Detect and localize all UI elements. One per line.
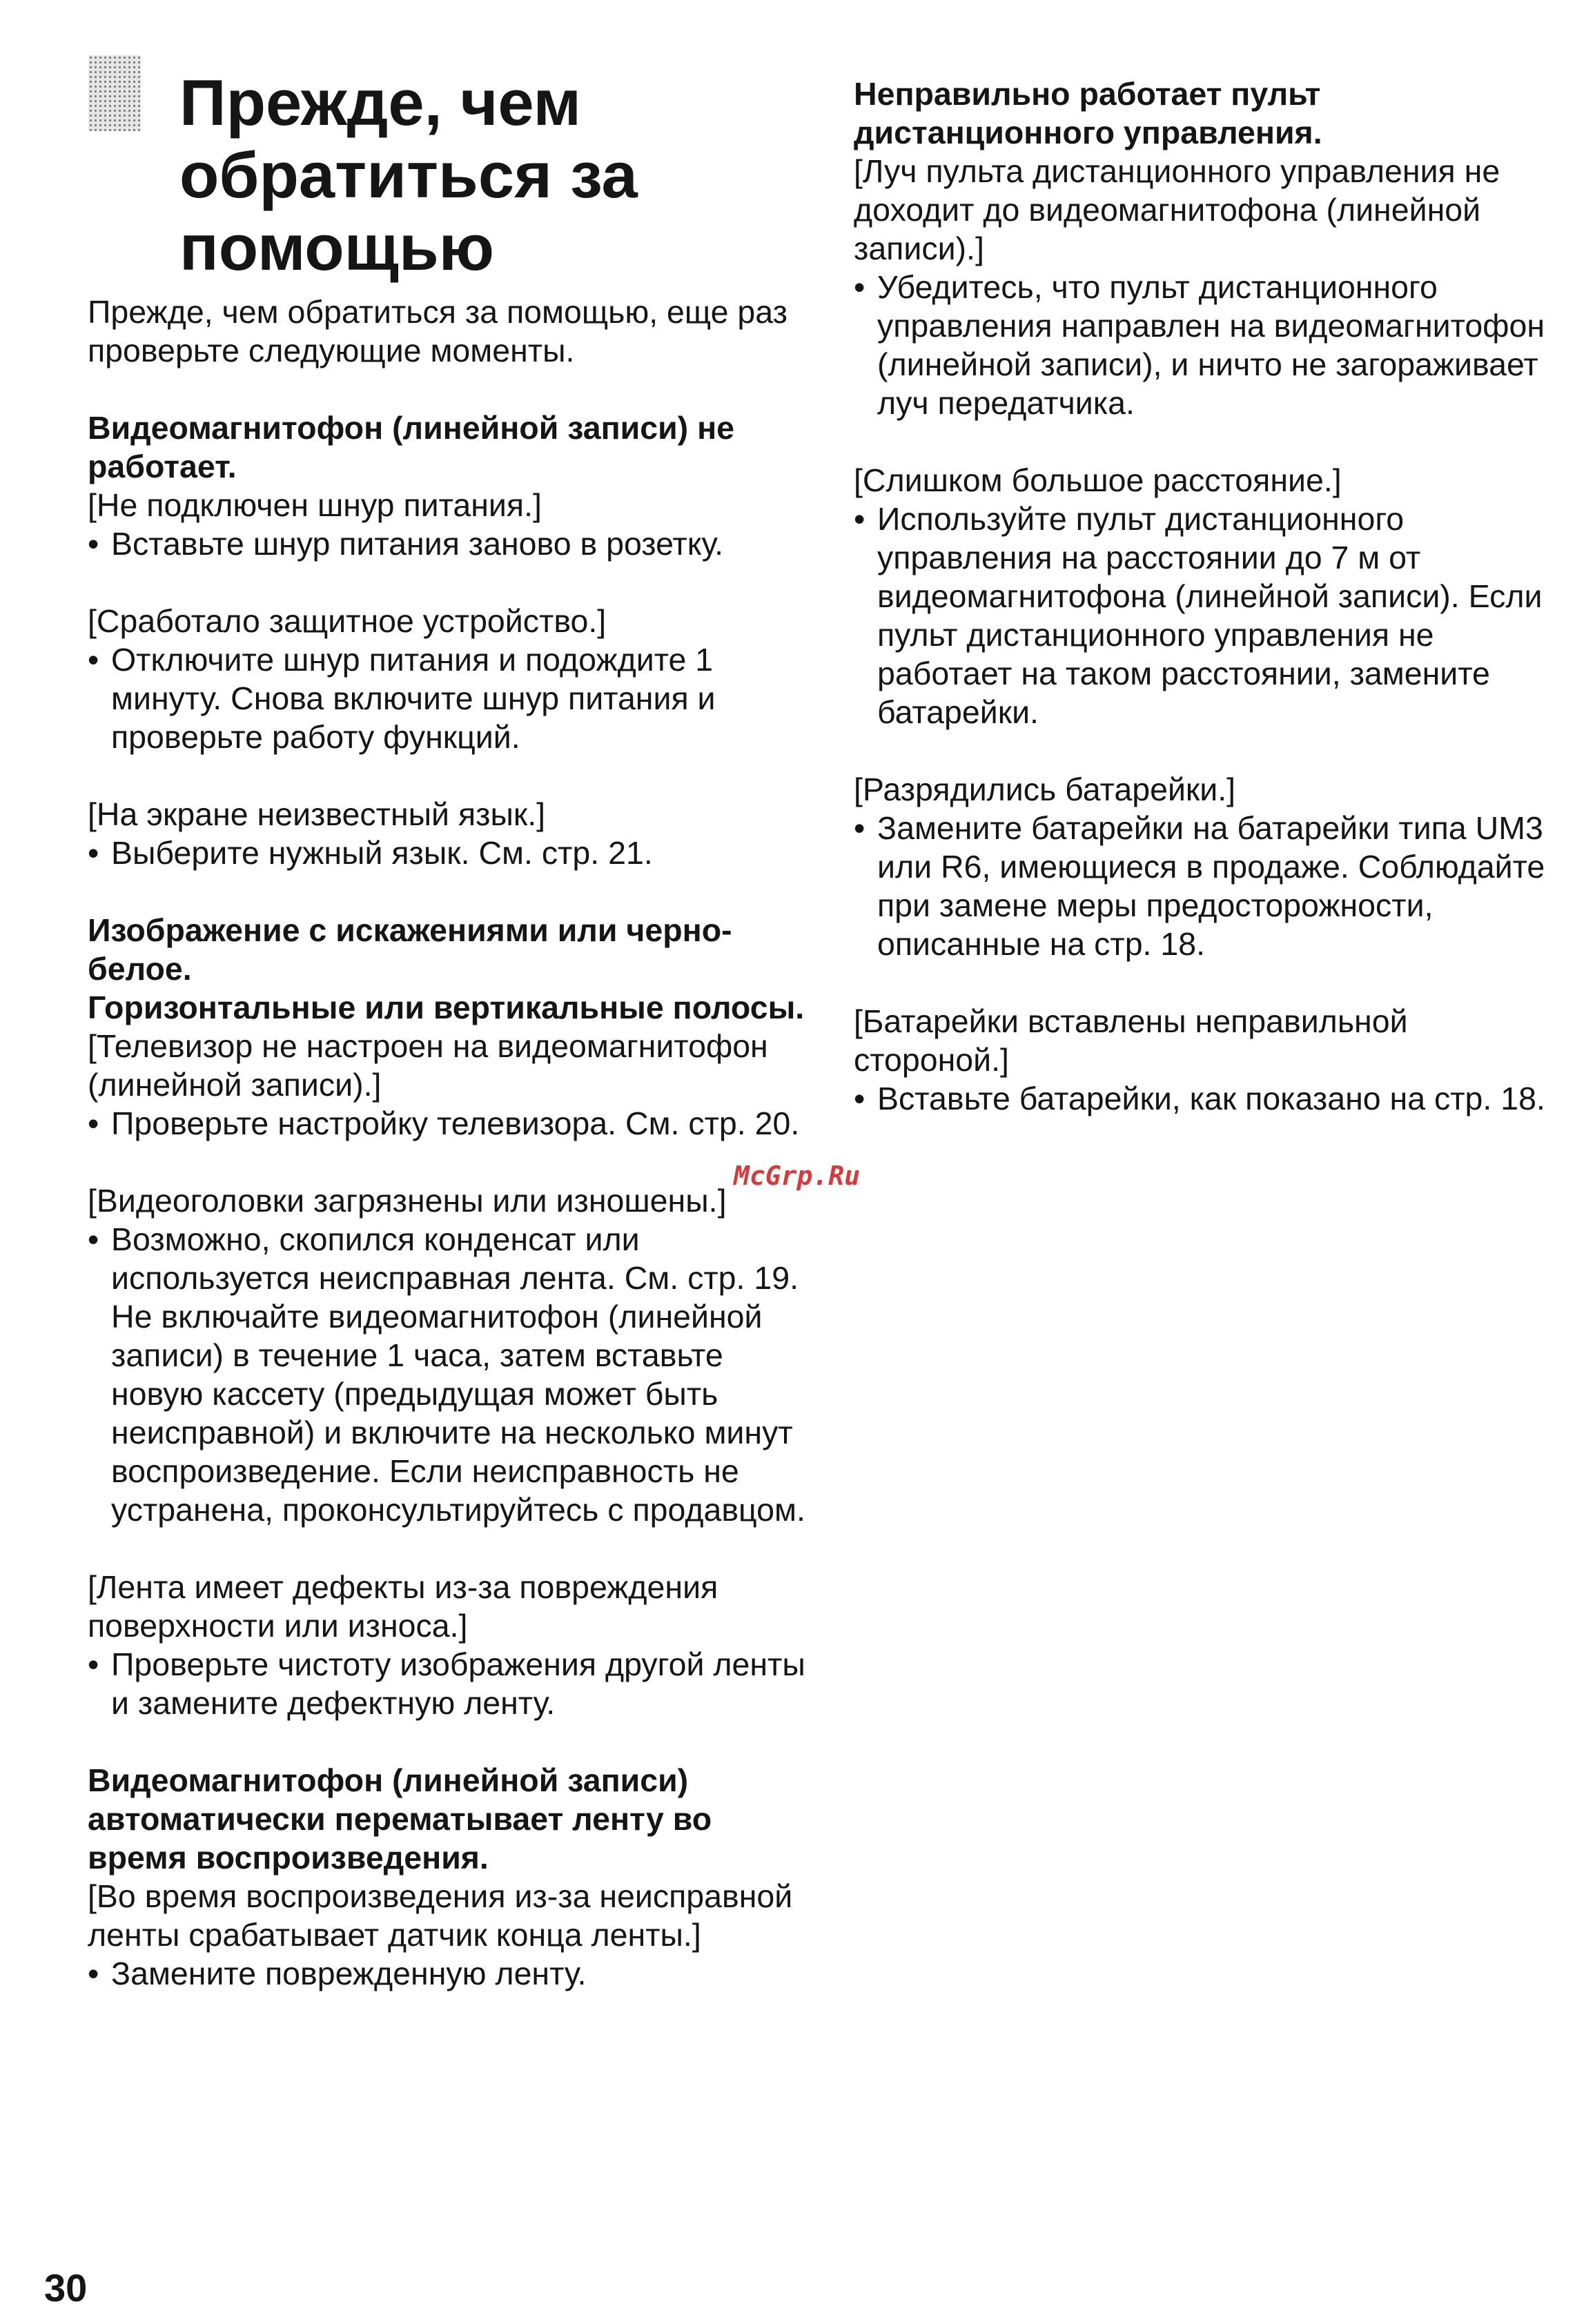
section-heading: Видеомагнитофон (линейной записи) автоматически перематывает ленту во время воспроизведения. — [88, 1762, 712, 1875]
page-title: Прежде, чем обратиться за помощью — [179, 66, 638, 284]
cause-text: [Сработало защитное устройство.] — [88, 603, 607, 639]
remedy-item: • Замените поврежденную ленту. — [88, 1954, 805, 1993]
remedy-item: • Вставьте батарейки, как показано на стр. 18. — [854, 1079, 1565, 1118]
remedy-item: • Замените батарейки на батарейки типа UM3 или R6, имеющиеся в продаже. Соблюдайте при замене меры предосторожности, описанные на стр. 18. — [854, 809, 1565, 963]
remedy-item: • Вставьте шнур питания заново в розетку. — [88, 524, 805, 563]
section-marker-icon — [88, 55, 141, 131]
remedy-item: • Возможно, скопился конденсат или используется неисправная лента. См. стр. 19. Не включайте видеомагнитофон (линейной записи) в течение 1 часа, затем вставьте новую кассету (предыдущая может быть неисправной) и включите на несколько минут воспроизведение. Если неисправность не устранена, проконсультируйтесь с продавцом. — [88, 1220, 805, 1529]
right-column — [854, 75, 1565, 1118]
cause-text: [Разрядились батарейки.] — [854, 771, 1236, 807]
cause-text: [На экране неизвестный язык.] — [88, 796, 546, 832]
section-heading: Неправильно работает пульт дистанционного управления. — [854, 76, 1322, 150]
cause-text: [Видеоголовки загрязнены или изношены.] — [88, 1183, 727, 1219]
cause-text: [Слишком большое расстояние.] — [854, 462, 1342, 498]
remedy-item: • Проверьте чистоту изображения другой ленты и замените дефектную ленту. — [88, 1645, 805, 1722]
cause-text: [Луч пульта дистанционного управления не доходит до видеомагнитофона (линейной записи).] — [854, 153, 1500, 266]
cause-text: [Лента имеет дефекты из-за повреждения поверхности или износа.] — [88, 1569, 718, 1644]
intro-text: Прежде, чем обратиться за помощью, еще раз проверьте следующие моменты. — [88, 294, 788, 368]
cause-text: [Батарейки вставлены неправильной стороной.] — [854, 1003, 1408, 1078]
section-heading: Видеомагнитофон (линейной записи) не работает. — [88, 410, 735, 484]
section-subheading: Горизонтальные или вертикальные полосы. — [88, 989, 805, 1025]
cause-text: [Телевизор не настроен на видеомагнитофон (линейной записи).] — [88, 1028, 768, 1103]
remedy-item: • Выберите нужный язык. См. стр. 21. — [88, 834, 805, 872]
remedy-item: • Отключите шнур питания и подождите 1 минуту. Снова включите шнур питания и проверьте работу функций. — [88, 640, 805, 756]
remedy-item: • Убедитесь, что пульт дистанционного управления направлен на видеомагнитофон (линейной записи), и ничто не загораживает луч передатчика. — [854, 268, 1565, 422]
cause-text: [Во время воспроизведения из-за неисправной ленты срабатывает датчик конца ленты.] — [88, 1878, 793, 1953]
section-heading: Изображение с искажениями или черно-белое. — [88, 912, 732, 987]
page-number: 30 — [44, 2266, 88, 2310]
remedy-item: • Проверьте настройку телевизора. См. стр. 20. — [88, 1104, 805, 1143]
cause-text: [Не подключен шнур питания.] — [88, 487, 542, 523]
left-column — [88, 293, 805, 1993]
watermark: McGrp.Ru — [734, 1161, 861, 1191]
remedy-item: • Используйте пульт дистанционного управления на расстоянии до 7 м от видеомагнитофона (линейной записи). Если пульт дистанционного управления не работает на таком расстоянии, замените батарейки. — [854, 500, 1565, 731]
